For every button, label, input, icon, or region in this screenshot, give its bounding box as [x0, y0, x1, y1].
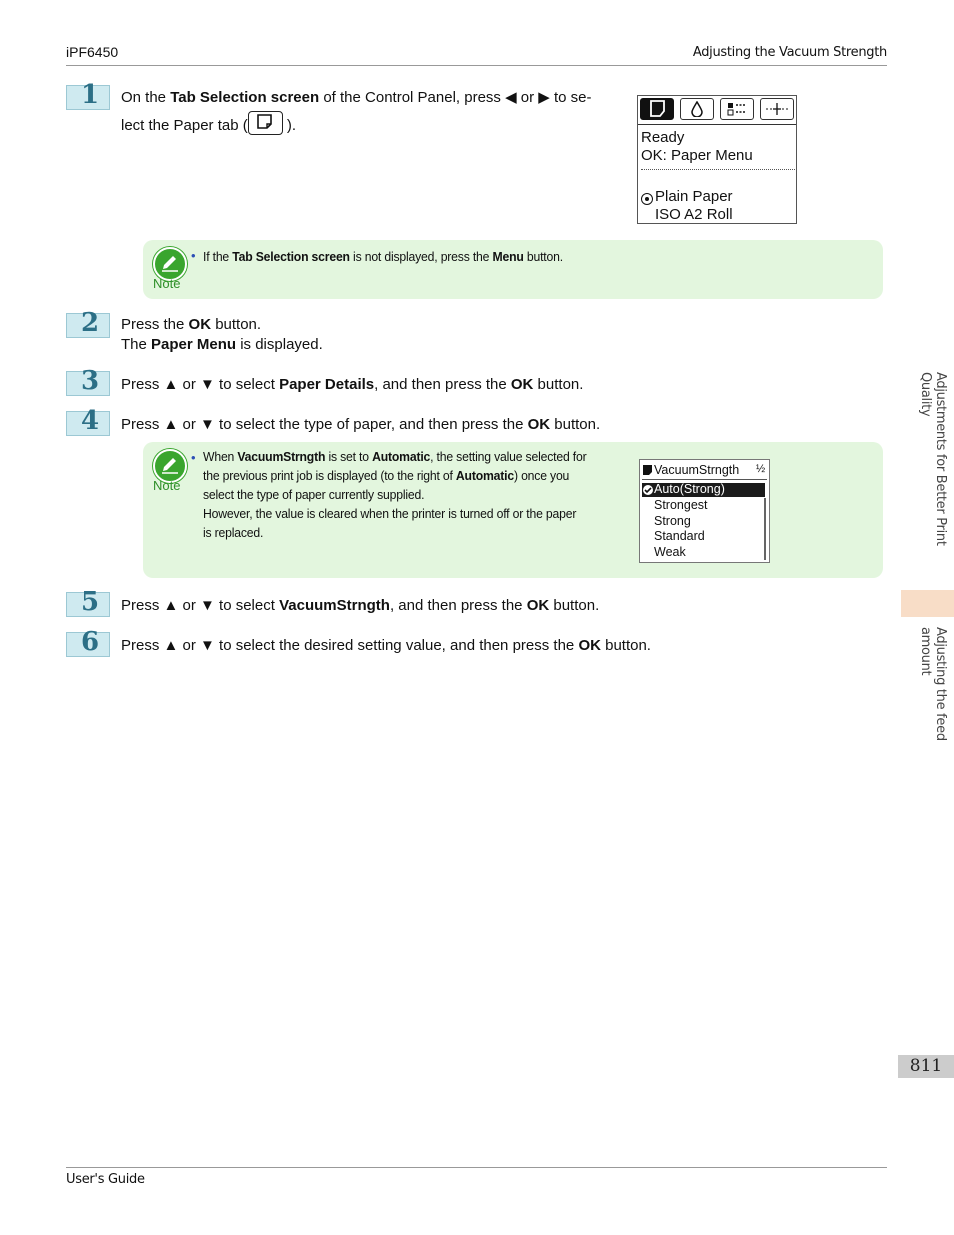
step-number-6: 6	[66, 632, 110, 657]
lcd-title-divider	[642, 479, 767, 480]
job-tab-icon	[720, 98, 754, 120]
lcd-tab-bar	[638, 96, 796, 125]
ink-tab-icon	[680, 98, 714, 120]
paper-tab-icon	[640, 98, 674, 120]
footer-rule	[66, 1167, 887, 1168]
header-section-title: Adjusting the Vacuum Strength	[692, 45, 887, 60]
roll-icon	[641, 193, 653, 205]
step-5-text: Press ▲ or ▼ to select VacuumStrngth, and then press the OK button.	[121, 597, 600, 614]
side-tab-lower[interactable]: Adjusting the feed amount	[918, 627, 948, 741]
note-bullet: •	[191, 248, 196, 263]
lcd-option: Strong	[654, 514, 691, 528]
step-number-5: 5	[66, 592, 110, 617]
lcd-menu-title: VacuumStrngth	[654, 463, 740, 477]
lcd-option: Weak	[654, 545, 686, 559]
lcd-status: Ready	[641, 129, 685, 146]
step-4-text: Press ▲ or ▼ to select the type of paper, and then press the OK button.	[121, 416, 601, 433]
note-1-text: If the Tab Selection screen is not displayed, press the Menu button.	[203, 249, 563, 264]
page-number: 811	[898, 1055, 954, 1078]
lcd-ok-hint: OK: Paper Menu	[641, 147, 753, 164]
lcd-option: Standard	[654, 529, 705, 543]
footer-guide-title: User's Guide	[66, 1172, 145, 1187]
paper-icon	[642, 464, 653, 476]
step-6-text: Press ▲ or ▼ to select the desired setting value, and then press the OK button.	[121, 637, 651, 654]
lcd-page-indicator: ½	[756, 463, 766, 475]
control-panel-lcd-vacuum-strength	[639, 459, 770, 563]
note-2-text: When VacuumStrngth is set to Automatic, the setting value selected for the previous print job is displayed (to the right of Automatic) once you select the type of paper currently supplied. However, the value is cleared when the printer is turned off or the paper is replaced.	[203, 449, 587, 540]
step-1-text: On the Tab Selection screen of the Control Panel, press ◀ or ▶ to se- lect the Paper tab ( ).	[121, 89, 592, 134]
lcd-media-type: Plain Paper	[655, 188, 733, 205]
step-number-1: 1	[66, 85, 110, 110]
paper-tab-icon	[248, 111, 283, 135]
lcd-option: Strongest	[654, 498, 708, 512]
lcd-scrollbar	[764, 498, 766, 560]
step-number-2: 2	[66, 313, 110, 338]
side-tab-upper[interactable]: Adjustments for Better Print Quality	[918, 372, 948, 546]
header-model: iPF6450	[66, 44, 119, 60]
step-number-4: 4	[66, 411, 110, 436]
control-panel-lcd-paper-tab	[637, 95, 797, 224]
note-label: Note	[153, 478, 181, 493]
header-rule	[66, 65, 887, 66]
step-2-text: Press the OK button. The Paper Menu is displayed.	[121, 316, 323, 353]
note-bullet: •	[191, 450, 196, 465]
settings-tab-icon	[760, 98, 794, 120]
lcd-option-selected: Auto(Strong)	[654, 482, 725, 496]
side-tab-active-marker	[901, 590, 954, 617]
lcd-media-size: ISO A2 Roll	[655, 206, 733, 223]
note-box-2	[143, 442, 883, 578]
lcd-divider	[641, 169, 795, 170]
check-icon	[643, 485, 653, 495]
step-3-text: Press ▲ or ▼ to select Paper Details, and then press the OK button.	[121, 376, 584, 393]
step-number-3: 3	[66, 371, 110, 396]
note-label: Note	[153, 276, 181, 291]
note-box-1	[143, 240, 883, 299]
